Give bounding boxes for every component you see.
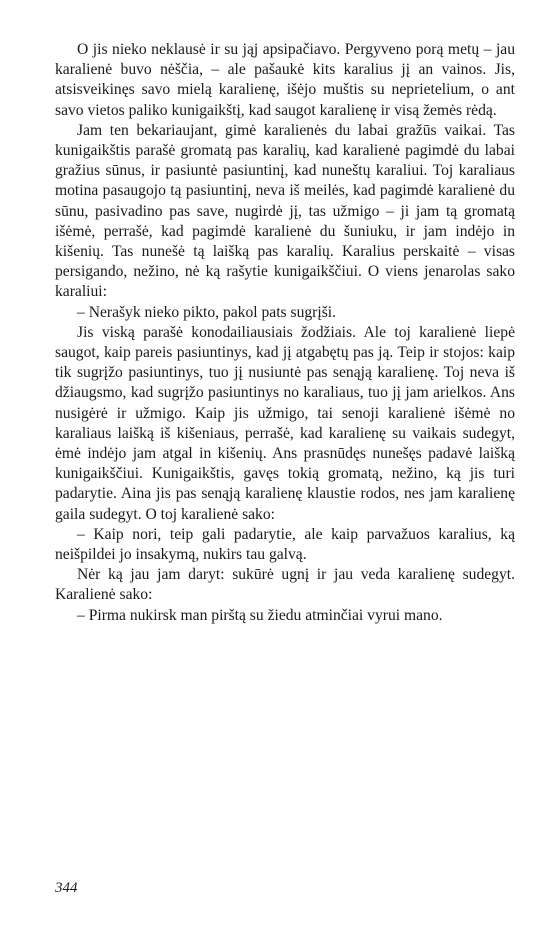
paragraph-5: – Kaip nori, teip gali padarytie, ale kaip parvažuos karalius, ką neišpildei jo insakymą, nukirs tau galvą. bbox=[55, 525, 515, 564]
paragraph-6: Nėr ką jau jam daryt: sukūrė ugnį ir jau veda karalienę sudegyt. Karalienė sako: bbox=[55, 566, 515, 604]
paragraph-1: O jis nieko neklausė ir su jąj apsipačiavo. Pergyveno porą metų – jau karalienė buvo nėščia, – ale pašaukė kits karalius jį an vainos. Jis, atsisveikinęs savo mielą karalienę, išėjo muštis su neprietelium, o ant savo vietos paliko kunigaikštį, kad saugot karalienę ir visą žemės rėdą. bbox=[55, 41, 515, 119]
page-number: 344 bbox=[55, 880, 78, 896]
paragraph-3: – Nerašyk nieko pikto, pakol pats sugrįši. bbox=[77, 303, 336, 321]
paragraph-2: Jam ten bekariaujant, gimė karalienės du labai gražūs vaikai. Tas kunigaikštis parašė gromatą pas karalių, kad karalienė pagimdė du labai gražius sūnus, ir pasiuntė pasiuntinį, kad nuneštų karaliui. Toj karaliaus motina pasaugojo tą pasiuntinį, neva iš meilės, kad pagimdė karalienė du sūnu, pasivadino pas save, nugirdė jį, tas užmigo – ji jam tą gromatą išėmė, perrašė, kad pagimdė karalienė du šuniuku, ir jam indėjo in kišenių. Tas nunešė tą laišką pas karalių. Karalius perskaitė – visas persigando, nežino, nė ką rašytie kunigaikščiui. O viens jenarolas sako karaliui: bbox=[55, 121, 515, 301]
page-body bbox=[55, 40, 515, 626]
paragraph-4: Jis viską parašė konodailiausiais žodžiais. Ale toj karalienė liepė saugot, kaip pareis pasiuntinys, kad jį atgabętų pas ją. Teip ir stojos: kaip tik sugrįžo pasiuntinys, tuo jį nusiuntė pas senąją karalienę. Toj neva iš džiaugsmo, kad sugrįžo pasiuntinys no karaliaus, tuo jį jam arielkos. Ans nusigėrė ir užmigo. Kaip jis užmigo, tai senoji karalienė išėmė no karaliaus laišką iš kišeniaus, perrašė, kad karalienę su vaikais sudegyt, ėmė indėjo jam atgal in kišenių. Ans prasnūdęs nunešęs padavė laišką kunigaikščiui. Kunigaikštis, gavęs tokią gromatą, nežino, ką jis turi padarytie. Aina jis pas senąją karalienę klaustie rodos, nes jam karalienę gaila sudegyt. O toj karalienė sako: bbox=[55, 323, 515, 523]
paragraph-7: – Pirma nukirsk man pirštą su žiedu atminčiai vyrui mano. bbox=[77, 606, 443, 624]
